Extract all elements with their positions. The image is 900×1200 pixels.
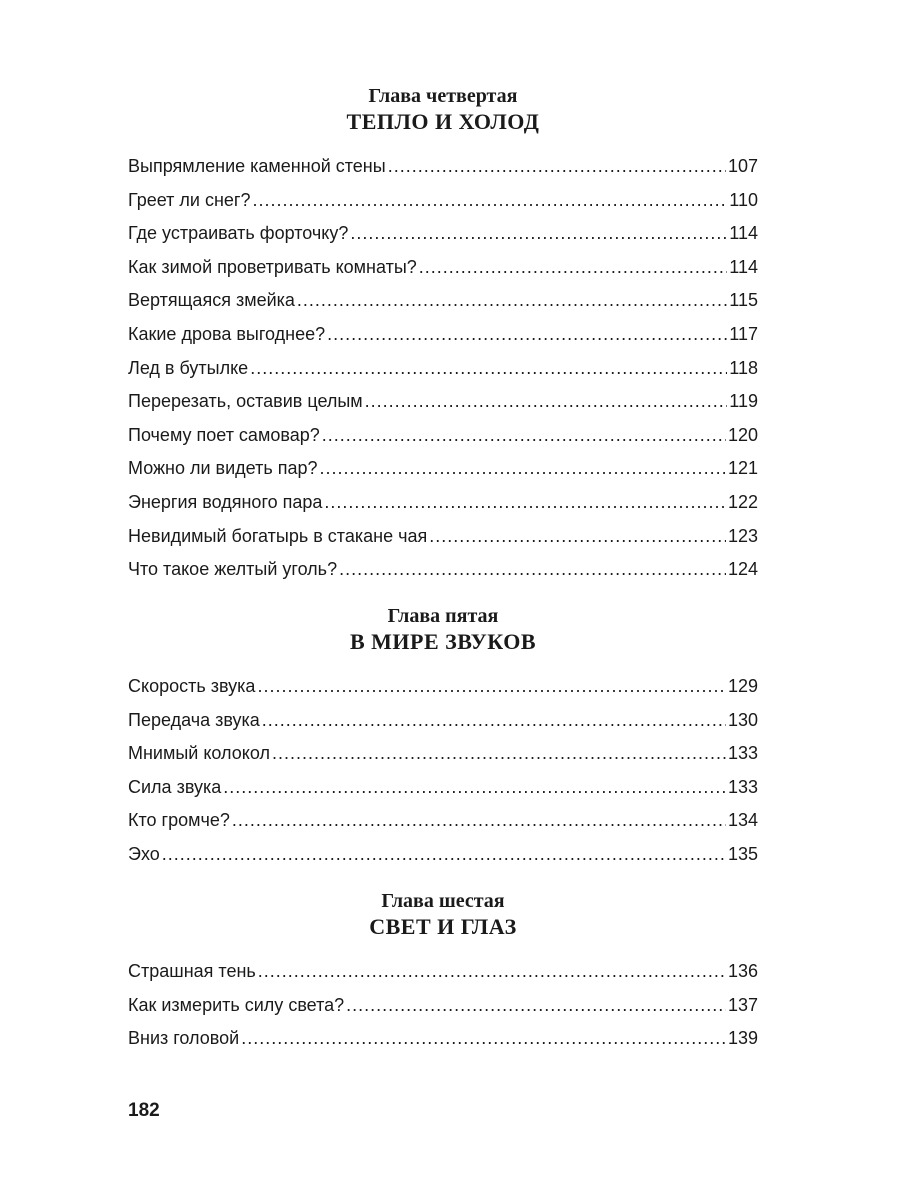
toc-entry-page: 136 <box>727 961 758 981</box>
chapter-label: Глава пятая <box>387 605 499 627</box>
toc-entry-page: 114 <box>729 256 758 277</box>
chapter-section <box>128 889 758 1056</box>
dot-leader <box>350 217 727 251</box>
toc-entry-title: Почему поет самовар? <box>128 424 320 445</box>
dot-leader <box>258 955 726 989</box>
toc-entry-title: Как зимой проветривать комнаты? <box>128 256 417 277</box>
dot-leader <box>365 385 728 419</box>
toc-entry[interactable] <box>128 553 758 587</box>
toc-entry-title: Вниз головой <box>128 1028 240 1049</box>
toc-entry[interactable] <box>128 771 758 805</box>
toc-entry-title: Какие дрова выгоднее? <box>128 323 326 344</box>
toc-entry-title: Вертящаяся змейка <box>128 290 295 311</box>
toc-entry-title: Перерезать, оставив целым <box>128 391 363 412</box>
chapter-label: Глава шестая <box>381 890 505 912</box>
toc-entry-title: Скорость звука <box>128 676 256 696</box>
toc-entry[interactable] <box>128 670 758 704</box>
toc-entry-page: 130 <box>727 709 758 730</box>
toc-entry-page: 114 <box>729 223 758 244</box>
toc-entry[interactable] <box>128 352 758 386</box>
toc-entry[interactable] <box>128 704 758 738</box>
toc-entry[interactable] <box>128 217 758 251</box>
toc-entry-page: 123 <box>727 525 758 546</box>
toc-entry-title: Невидимый богатырь в стакане чая <box>128 525 428 546</box>
dot-leader <box>346 989 726 1023</box>
toc-entry-page: 121 <box>727 458 758 479</box>
toc-entry-page: 134 <box>727 810 758 831</box>
toc-entry-page: 117 <box>729 323 758 344</box>
toc-entry-page: 133 <box>727 743 758 764</box>
toc-entry[interactable] <box>128 520 758 554</box>
toc-entry-page: 137 <box>727 994 758 1015</box>
dot-leader <box>272 737 726 771</box>
dot-leader <box>253 184 728 218</box>
chapter-section <box>128 84 758 587</box>
toc-entry-title: Передача звука <box>128 709 260 730</box>
toc-entry-title: Эхо <box>128 843 160 864</box>
page-number: 182 <box>128 1100 160 1121</box>
toc-entry[interactable] <box>128 284 758 318</box>
dot-leader <box>320 452 726 486</box>
toc-entry-title: Что такое желтый уголь? <box>128 559 338 580</box>
toc-entry-title: Кто громче? <box>128 810 230 831</box>
toc-entry-title: Страшная тень <box>128 961 256 981</box>
toc-entry-title: Выпрямление каменной стены <box>128 156 386 176</box>
toc-entry[interactable] <box>128 486 758 520</box>
toc-entry-page: 107 <box>727 156 758 176</box>
toc-entry[interactable] <box>128 737 758 771</box>
toc-entry-page: 122 <box>727 491 758 512</box>
toc-entry-page: 120 <box>727 424 758 445</box>
toc-entry[interactable] <box>128 838 758 872</box>
toc-entry[interactable] <box>128 419 758 453</box>
dot-leader <box>419 251 728 285</box>
chapter-title: ТЕПЛО И ХОЛОД <box>346 109 540 134</box>
dot-leader <box>324 486 726 520</box>
toc-entry-page: 129 <box>727 676 758 696</box>
toc-entry-page: 110 <box>729 189 758 210</box>
dot-leader <box>429 520 726 554</box>
toc-entry[interactable] <box>128 184 758 218</box>
toc-entry[interactable] <box>128 318 758 352</box>
dot-leader <box>250 352 727 386</box>
dot-leader <box>162 838 726 872</box>
toc-entry[interactable] <box>128 452 758 486</box>
dot-leader <box>223 771 726 805</box>
dot-leader <box>257 670 726 704</box>
toc-entry-page: 118 <box>729 357 758 378</box>
dot-leader <box>241 1022 726 1056</box>
toc-entry-page: 139 <box>727 1028 758 1049</box>
dot-leader <box>339 553 726 587</box>
toc-entry-title: Энергия водяного пара <box>128 491 323 512</box>
dot-leader <box>232 804 726 838</box>
dot-leader <box>327 318 727 352</box>
toc-entry[interactable] <box>128 804 758 838</box>
toc-entry-title: Где устраивать форточку? <box>128 223 349 244</box>
toc-entry-page: 115 <box>729 290 758 311</box>
toc-entry-page: 133 <box>727 776 758 797</box>
toc-entry-page: 124 <box>727 559 758 580</box>
dot-leader <box>322 419 726 453</box>
chapter-title: СВЕТ И ГЛАЗ <box>369 914 517 939</box>
toc-entry[interactable] <box>128 989 758 1023</box>
toc-entry-title: Можно ли видеть пар? <box>128 458 318 479</box>
dot-leader <box>297 284 727 318</box>
toc-entry-title: Греет ли снег? <box>128 189 251 210</box>
toc-entry[interactable] <box>128 385 758 419</box>
toc-entry-title: Сила звука <box>128 776 222 797</box>
toc-entry-page: 135 <box>727 843 758 864</box>
toc-entry-page: 119 <box>729 391 758 412</box>
chapter-label: Глава четвертая <box>368 85 518 107</box>
toc-entry[interactable] <box>128 251 758 285</box>
chapter-section <box>128 604 758 872</box>
dot-leader <box>262 704 726 738</box>
toc-entry-title: Как измерить силу света? <box>128 994 345 1015</box>
chapter-title: В МИРЕ ЗВУКОВ <box>349 629 536 654</box>
toc-entry[interactable] <box>128 955 758 989</box>
toc-entry-title: Мнимый колокол <box>128 743 270 764</box>
dot-leader <box>388 150 726 184</box>
toc-entry[interactable] <box>128 1022 758 1056</box>
toc-entry[interactable] <box>128 150 758 184</box>
toc-entry-title: Лед в бутылке <box>128 357 249 378</box>
